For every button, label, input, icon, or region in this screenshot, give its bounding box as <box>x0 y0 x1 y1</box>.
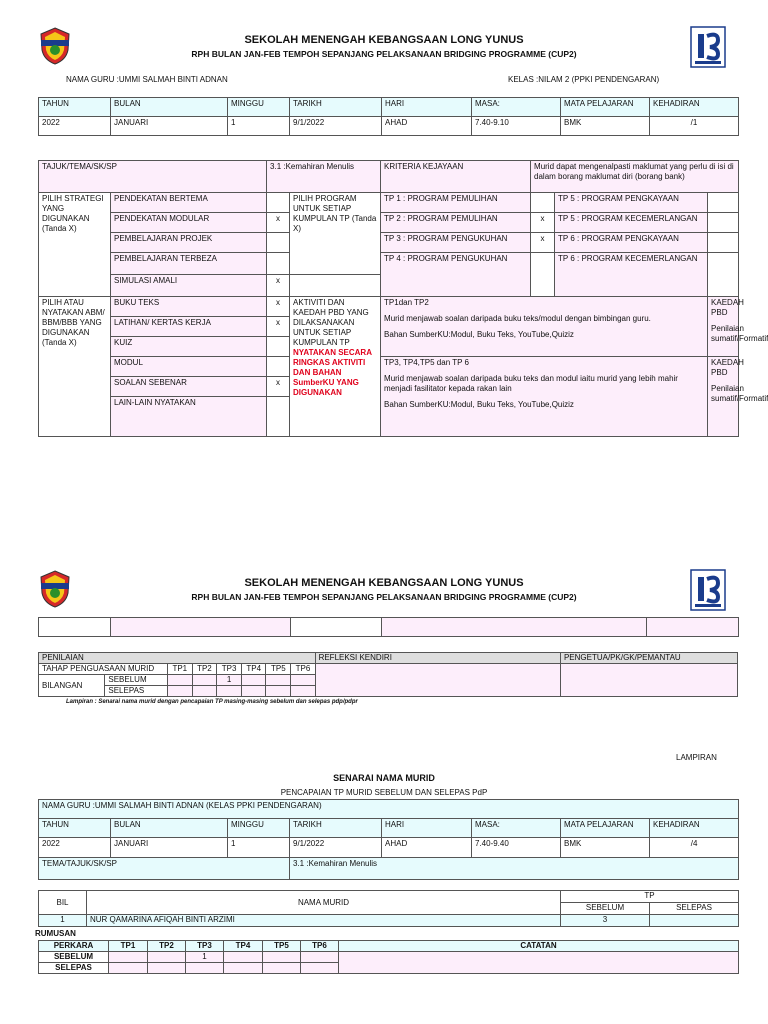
rph-subtitle: RPH BULAN JAN-FEB TEMPOH SEPANJANG PELAKSANAAN BRIDGING PROGRAMME (CUP2) <box>191 49 577 59</box>
value-mata-pelajaran: BMK <box>561 117 650 136</box>
program-item: TP 5 : PROGRAM KECEMERLANGAN <box>555 213 708 233</box>
student-list-table <box>38 890 739 927</box>
label-mata-pelajaran: MATA PELAJARAN <box>561 98 650 117</box>
sebelum-cell <box>291 675 315 686</box>
abm-mark <box>267 397 290 437</box>
selepas-cell <box>216 686 241 697</box>
label-tarikh: TARIKH <box>290 819 382 838</box>
activity-title: TP3, TP4,TP5 dan TP 6 <box>384 358 469 367</box>
selepas-cell <box>242 686 266 697</box>
lampiran-subtitle: PENCAPAIAN TP MURID SEBELUM DAN SELEPAS PdP <box>280 788 488 797</box>
selepas-header: SELEPAS <box>650 903 739 915</box>
tp-header: TP <box>561 891 739 903</box>
value-hari: AHAD <box>382 838 472 858</box>
value-tahun: 2022 <box>39 117 111 136</box>
teacher-name: NAMA GURU :UMMI SALMAH BINTI ADNAN <box>66 75 228 84</box>
abm-label: PILIH ATAU NYATAKAN ABM/ BBM/BBB YANG DIGUNAKAN (Tanda X) <box>39 297 111 437</box>
perkara-header: PERKARA <box>39 941 109 952</box>
strategi-item: PENDEKATAN BERTEMA <box>111 193 267 213</box>
abm-item: MODUL <box>111 357 267 377</box>
kaedah-label: KAEDAH PBD <box>711 298 744 317</box>
student-bil: 1 <box>39 915 87 927</box>
value-hari: AHAD <box>382 117 472 136</box>
strategi-item: PENDEKATAN MODULAR <box>111 213 267 233</box>
rumusan-selepas-cell <box>301 963 339 974</box>
selepas-label: SELEPAS <box>105 686 167 697</box>
tp-header: TP5 <box>266 664 291 675</box>
value-bulan: JANUARI <box>111 838 228 858</box>
tp-header: TP2 <box>148 941 186 952</box>
tp-header: TP3 <box>216 664 241 675</box>
label-mata-pelajaran: MATA PELAJARAN <box>561 819 650 838</box>
program-item: TP 3 : PROGRAM PENGUKUHAN <box>381 233 531 253</box>
strategi-mark <box>267 253 290 275</box>
strategi-label: PILIH STRATEGI YANG DIGUNAKAN (Tanda X) <box>39 193 111 297</box>
value-tarikh: 9/1/2022 <box>290 838 382 858</box>
abm-mark <box>267 357 290 377</box>
program-item: TP 1 : PROGRAM PEMULIHAN <box>381 193 531 213</box>
pengetua-value <box>560 664 737 697</box>
pengetua-label: PENGETUA/PK/GK/PEMANTAU <box>560 653 737 664</box>
program-mark <box>708 193 739 213</box>
rumusan-label: RUMUSAN <box>35 929 76 938</box>
abm-item: KUIZ <box>111 337 267 357</box>
activity-tp3-tp6 <box>381 357 708 437</box>
program-mark <box>708 233 739 253</box>
sebelum-cell <box>242 675 266 686</box>
label-hari: HARI <box>382 98 472 117</box>
rumusan-sebelum-cell <box>263 952 301 963</box>
tp-header: TP3 <box>186 941 224 952</box>
value-minggu: 1 <box>228 117 290 136</box>
value-minggu: 1 <box>228 838 290 858</box>
abm-item: LATIHAN/ KERTAS KERJA <box>111 317 267 337</box>
value-bulan: JANUARI <box>111 117 228 136</box>
lesson-plan-table <box>38 160 768 437</box>
strategi-item: PEMBELAJARAN PROJEK <box>111 233 267 253</box>
school-crest-logo <box>38 26 72 66</box>
lesson-info-table <box>38 97 739 136</box>
student-selepas <box>650 915 739 927</box>
lampiran-info-table <box>38 799 739 880</box>
program-item: TP 5 : PROGRAM PENGKAYAAN <box>555 193 708 213</box>
label-kehadiran: KEHADIRAN <box>650 819 739 838</box>
rumusan-sebelum-cell <box>148 952 186 963</box>
rph-subtitle-2: RPH BULAN JAN-FEB TEMPOH SEPANJANG PELAKSANAAN BRIDGING PROGRAMME (CUP2) <box>191 592 577 602</box>
activity-desc: Murid menjawab soalan daripada buku teks dan modul iaitu murid yang lebih mahir menjadi fasilitator kepada rakan lain <box>384 374 678 393</box>
lampiran-guru: NAMA GURU :UMMI SALMAH BINTI ADNAN (KELAS PPKI PENDENGARAN) <box>39 800 739 819</box>
activity-tp1-tp2 <box>381 297 708 357</box>
school-name: SEKOLAH MENENGAH KEBANGSAAN LONG YUNUS <box>244 34 524 46</box>
strategi-mark: x <box>267 275 290 297</box>
label-tahun: TAHUN <box>39 819 111 838</box>
sebelum-cell <box>266 675 291 686</box>
value-masa: 7.40-9.40 <box>472 838 561 858</box>
label-bulan: BULAN <box>111 98 228 117</box>
value-mata-pelajaran: BMK <box>561 838 650 858</box>
sebelum-label: SEBELUM <box>105 675 167 686</box>
activity-desc: Murid menjawab soalan daripada buku teks/modul dengan bimbingan guru. <box>384 314 651 323</box>
label-minggu: MINGGU <box>228 819 290 838</box>
student-name: NUR QAMARINA AFIQAH BINTI ARZIMI <box>87 915 561 927</box>
refleksi-value <box>315 664 560 697</box>
nama-header: NAMA MURID <box>87 891 561 915</box>
abm-item: LAIN-LAIN NYATAKAN <box>111 397 267 437</box>
label-tahun: TAHUN <box>39 98 111 117</box>
tp-header: TP6 <box>291 664 315 675</box>
school-name-2: SEKOLAH MENENGAH KEBANGSAAN LONG YUNUS <box>244 577 524 589</box>
rumusan-selepas-cell <box>148 963 186 974</box>
program-item: TP 2 : PROGRAM PEMULIHAN <box>381 213 531 233</box>
tp-header: TP4 <box>224 941 263 952</box>
student-sebelum: 3 <box>561 915 650 927</box>
value-masa: 7.40-9.10 <box>472 117 561 136</box>
tp-header: TP1 <box>167 664 192 675</box>
program-mark <box>531 253 555 297</box>
selepas-cell <box>192 686 216 697</box>
school-crest-logo <box>38 569 72 609</box>
abm-mark <box>267 337 290 357</box>
sebelum-header: SEBELUM <box>561 903 650 915</box>
label-bulan: BULAN <box>111 819 228 838</box>
selepas-cell <box>167 686 192 697</box>
abm-item: SOALAN SEBENAR <box>111 377 267 397</box>
lampiran-label: LAMPIRAN <box>676 753 717 762</box>
aktiviti-label: AKTIVITI DAN KAEDAH PBD YANG DILAKSANAKAN UNTUK SETIAP KUMPULAN TP NYATAKAN SECARA RINGKAS AKTIVITI DAN BAHAN SumberKU YANG DIGUNAKAN <box>290 297 381 437</box>
selepas-cell <box>291 686 315 697</box>
value-kehadiran: /4 <box>650 838 739 858</box>
bil-header: BIL <box>39 891 87 915</box>
strategi-mark <box>267 233 290 253</box>
tajuk-label: TAJUK/TEMA/SK/SP <box>39 161 267 193</box>
activity-bahan: Bahan SumberKU:Modul, Buku Teks, YouTube,Quiziz <box>384 330 574 339</box>
abm-mark: x <box>267 297 290 317</box>
rumusan-selepas-cell <box>109 963 148 974</box>
ministry-logo <box>690 26 726 68</box>
program-mark <box>531 193 555 213</box>
label-minggu: MINGGU <box>228 98 290 117</box>
value-tahun: 2022 <box>39 838 111 858</box>
kaedah-label: KAEDAH PBD <box>711 358 744 377</box>
label-tarikh: TARIKH <box>290 98 382 117</box>
program-mark <box>708 253 739 297</box>
class-name: KELAS :NILAM 2 (PPKI PENDENGARAN) <box>508 75 660 84</box>
tahap-label: TAHAP PENGUASAAN MURID <box>39 664 168 675</box>
program-item: TP 4 : PROGRAM PENGUKUHAN <box>381 253 531 297</box>
program-item: TP 6 : PROGRAM PENGKAYAAN <box>555 233 708 253</box>
tajuk-value: 3.1 :Kemahiran Menulis <box>267 161 381 193</box>
kaedah-pbd-1 <box>708 297 768 357</box>
lampiran-title: SENARAI NAMA MURID <box>333 773 435 783</box>
refleksi-label: REFLEKSI KENDIRI <box>315 653 560 664</box>
ministry-logo <box>690 569 726 611</box>
activity-title: TP1dan TP2 <box>384 298 429 307</box>
program-item: TP 6 : PROGRAM KECEMERLANGAN <box>555 253 708 297</box>
bilangan-label: BILANGAN <box>39 675 105 697</box>
continuation-row <box>38 617 739 637</box>
kaedah-pbd-2 <box>708 357 768 437</box>
program-mark: x <box>531 233 555 253</box>
label-masa: MASA: <box>472 98 561 117</box>
kaedah-value: Penilaian sumatif/Formatif <box>711 384 768 403</box>
value-tarikh: 9/1/2022 <box>290 117 382 136</box>
rumusan-sebelum-label: SEBELUM <box>39 952 109 963</box>
program-mark <box>708 213 739 233</box>
rumusan-sebelum-cell <box>301 952 339 963</box>
selepas-cell <box>266 686 291 697</box>
strategi-item: PEMBELAJARAN TERBEZA <box>111 253 267 275</box>
activity-bahan: Bahan SumberKU:Modul, Buku Teks, YouTube,Quiziz <box>384 400 574 409</box>
label-hari: HARI <box>382 819 472 838</box>
abm-mark: x <box>267 317 290 337</box>
strategi-mark: x <box>267 213 290 233</box>
aktiviti-instruction: NYATAKAN SECARA RINGKAS AKTIVITI DAN BAHAN SumberKU YANG DIGUNAKAN <box>293 348 372 397</box>
kriteria-label: KRITERIA KEJAYAAN <box>381 161 531 193</box>
catatan-value <box>339 952 739 974</box>
tp-header: TP6 <box>301 941 339 952</box>
sebelum-cell <box>192 675 216 686</box>
rumusan-sebelum-cell <box>109 952 148 963</box>
strategi-mark <box>267 193 290 213</box>
rumusan-sebelum-cell <box>224 952 263 963</box>
tp-header: TP1 <box>109 941 148 952</box>
rumusan-table <box>38 940 739 974</box>
abm-item: BUKU TEKS <box>111 297 267 317</box>
abm-mark: x <box>267 377 290 397</box>
label-kehadiran: KEHADIRAN <box>650 98 739 117</box>
tp-header: TP4 <box>242 664 266 675</box>
rumusan-selepas-label: SELEPAS <box>39 963 109 974</box>
program-spacer <box>290 275 381 297</box>
kriteria-value: Murid dapat mengenalpasti maklumat yang perlu di isi di dalam borang maklumat diri (borang bank) <box>531 161 739 193</box>
tp-header: TP2 <box>192 664 216 675</box>
rumusan-selepas-cell <box>224 963 263 974</box>
strategi-item: SIMULASI AMALI <box>111 275 267 297</box>
program-mark: x <box>531 213 555 233</box>
value-kehadiran: /1 <box>650 117 739 136</box>
sebelum-cell: 1 <box>216 675 241 686</box>
sebelum-cell <box>167 675 192 686</box>
penilaian-table <box>38 652 738 697</box>
rumusan-sebelum-cell: 1 <box>186 952 224 963</box>
tp-header: TP5 <box>263 941 301 952</box>
label-masa: MASA: <box>472 819 561 838</box>
penilaian-label: PENILAIAN <box>39 653 316 664</box>
rumusan-selepas-cell <box>186 963 224 974</box>
tema-value: 3.1 :Kemahiran Menulis <box>290 858 739 880</box>
catatan-header: CATATAN <box>339 941 739 952</box>
tema-label: TEMA/TAJUK/SK/SP <box>39 858 290 880</box>
kaedah-value: Penilaian sumatif/Formatif <box>711 324 768 343</box>
rumusan-selepas-cell <box>263 963 301 974</box>
lampiran-note: Lampiran : Senarai nama murid dengan pencapaian TP masing-masing sebelum dan selepas pdp/pdpr <box>66 699 358 705</box>
program-label: PILIH PROGRAM UNTUK SETIAP KUMPULAN TP (Tanda X) <box>290 193 381 275</box>
